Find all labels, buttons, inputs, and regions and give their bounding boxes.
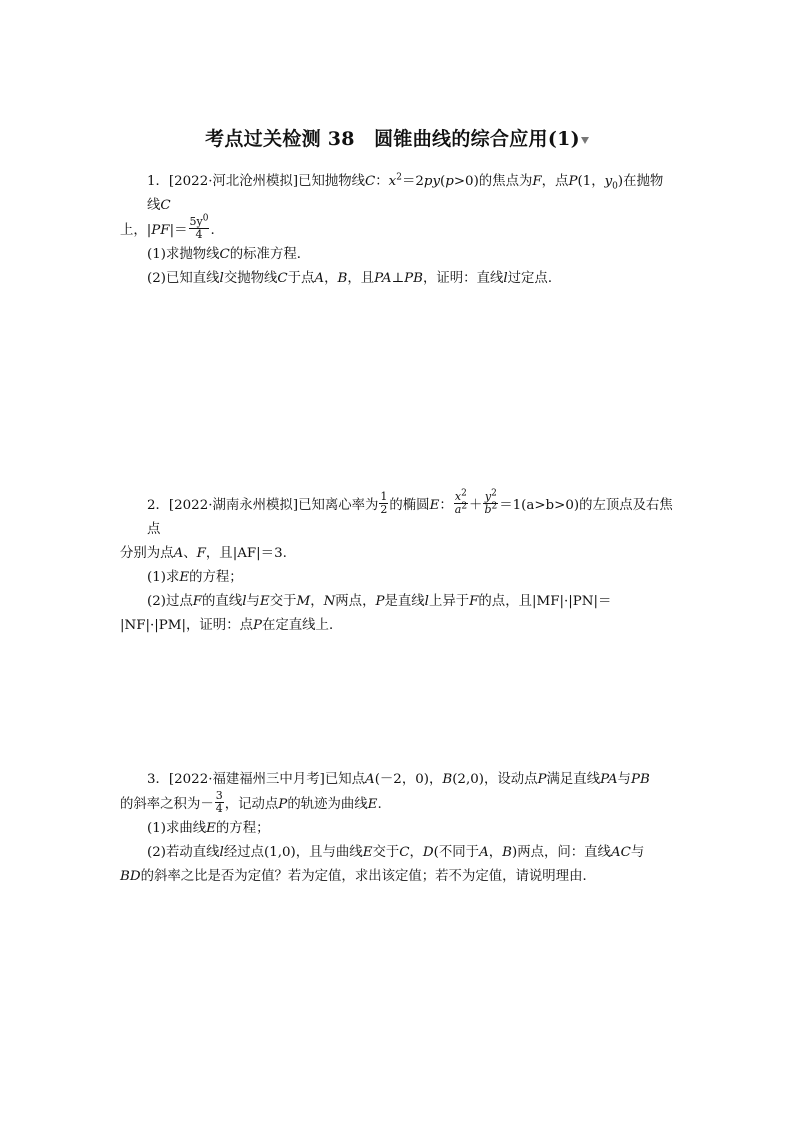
text: 分别为点 (120, 546, 174, 561)
text: ＝1(a>b>0)的左顶点及右焦点 (147, 498, 673, 537)
problem-1 (120, 170, 676, 291)
fraction (189, 213, 210, 241)
text: (2)已知直线 (147, 271, 220, 286)
problem-1-stem: 1．[2022·河北沧州模拟]已知抛物线C：$x^2=2py(p>0)$的焦点为F，点P(1，$y_0$)在抛物线C (147, 172, 664, 213)
text: 与 (246, 594, 260, 609)
problem-3-stem-cont: 的斜率之积为－ $\frac{3}{4}$ ，记动点P的轨迹为曲线E. (120, 789, 382, 815)
text: 的轨迹为曲线 (287, 797, 368, 812)
text: (1)求抛物线 (147, 247, 220, 262)
text: ，设动点 (483, 772, 538, 787)
text: 的方程； (215, 821, 270, 836)
text: ，点 (541, 174, 569, 189)
text: 4 (215, 802, 223, 815)
text: (不同于 (433, 845, 480, 860)
text: 4 (195, 228, 203, 241)
text: 两点， (335, 594, 376, 609)
text: 与 (630, 845, 645, 860)
text: 3 (215, 789, 223, 802)
text: 上异于 (428, 594, 470, 609)
text: 的标准方程． (229, 247, 311, 262)
text: 1 (380, 490, 388, 503)
page-title (0, 124, 794, 151)
text: 交抛物线 (223, 271, 278, 286)
text: 是直线 (384, 594, 425, 609)
problem-1-part-2: (2)已知直线l交抛物线C于点A，B，且PA⊥PB，证明：直线l过定点． (147, 271, 562, 286)
problem-2-part-2-cont: |NF|·|PM|，证明：点P在定直线上． (120, 618, 343, 633)
problem-2 (120, 488, 676, 638)
problem-3-part-2: (2)若动直线l经过点(1,0)，且与曲线E交于C，D(不同于A，B)两点，问：直线AC与 (147, 845, 645, 860)
problem-source: [2022·湖南永州模拟] (168, 498, 299, 513)
text: 的方程； (189, 570, 243, 585)
fraction (379, 491, 388, 516)
text: 在抛物线 (147, 174, 664, 213)
text: 0 (202, 213, 209, 224)
text: (1)求曲线 (147, 821, 207, 836)
problem-number: 2． (147, 498, 169, 513)
text: 已知点 (324, 772, 366, 787)
fraction: $\frac{y^2}{b^2}$ (484, 488, 498, 516)
problem-number: 3． (147, 772, 169, 787)
text: ，且|AF|＝3. (205, 546, 287, 561)
text: 的斜率之比是否为定值？若为定值，求出该定值；若不为定值，请说明理由． (140, 869, 596, 884)
text: 交于 (372, 845, 400, 860)
text: 的点，且|MF|·|PN|＝ (478, 594, 612, 609)
text: 的直线 (202, 594, 243, 609)
text: ，证明：直线 (423, 271, 504, 286)
text: 交于 (269, 594, 297, 609)
text: 在定直线上． (262, 618, 343, 633)
problem-number: 1． (147, 174, 169, 189)
problem-2-part-1: (1)求E的方程； (147, 570, 243, 585)
text: 2 (380, 503, 388, 516)
title-text: 考点过关检测 38 圆锥曲线的综合应用(1) (205, 128, 580, 150)
text: 的焦点为 (478, 174, 533, 189)
problem-3-part-2-cont: BD的斜率之比是否为定值？若为定值，求出该定值；若不为定值，请说明理由． (120, 869, 596, 884)
problem-1-stem-cont: 上，|PF|＝ $\frac{5y^0}{4}$ . (120, 213, 215, 241)
problem-2-stem-cont: 分别为点A、F，且|AF|＝3. (120, 546, 287, 561)
problem-3 (120, 768, 676, 889)
text: 已知离心率为 (298, 498, 379, 513)
problem-3-part-1: (1)求曲线E的方程； (147, 821, 270, 836)
text: (2)过点 (147, 594, 193, 609)
fraction (215, 790, 224, 815)
fraction: $\frac{x^2}{a^2}$ (454, 488, 468, 516)
text: (1)求 (147, 570, 180, 585)
text: ，记动点 (224, 797, 279, 812)
text: (2)若动直线 (147, 845, 220, 860)
text: |NF|·|PM|，证明：点 (120, 618, 253, 633)
problem-2-stem: 2．[2022·湖南永州模拟]已知离心率为 $\frac{1}{2}$ 的椭圆E： $\frac{x^2}{a^2}$ ＋ $\frac{y^2}{b^2}$ ＝1(a>b>0)的左顶点及右焦点 (147, 488, 673, 537)
text: )两点，问：直线 (511, 845, 611, 860)
text: ，且 (347, 271, 375, 286)
text: 满足直线 (546, 772, 601, 787)
problem-2-part-2: (2)过点F的直线l与E交于M，N两点，P是直线l上异于F的点，且|MF|·|PN|＝ (147, 594, 612, 609)
text: 已知抛物线 (298, 174, 366, 189)
text: 于点 (287, 271, 315, 286)
text: 的椭圆 (389, 498, 430, 513)
text: 与 (617, 772, 631, 787)
text: 过定点． (507, 271, 562, 286)
text: 上，| (120, 223, 152, 238)
text: 经过点(1,0)，且与曲线 (223, 845, 363, 860)
problem-1-part-1: (1)求抛物线C的标准方程． (147, 247, 311, 262)
problem-source: [2022·福建福州三中月考] (168, 772, 325, 787)
text: 5y (189, 215, 203, 228)
problem-source: [2022·河北沧州模拟] (168, 174, 299, 189)
dropdown-triangle-icon[interactable] (581, 137, 589, 144)
text: 的斜率之积为－ (120, 797, 214, 812)
problem-3-stem: 3．[2022·福建福州三中月考]已知点A(－2，0)，B(2,0)，设动点P满足直线PA与PB (147, 772, 650, 787)
